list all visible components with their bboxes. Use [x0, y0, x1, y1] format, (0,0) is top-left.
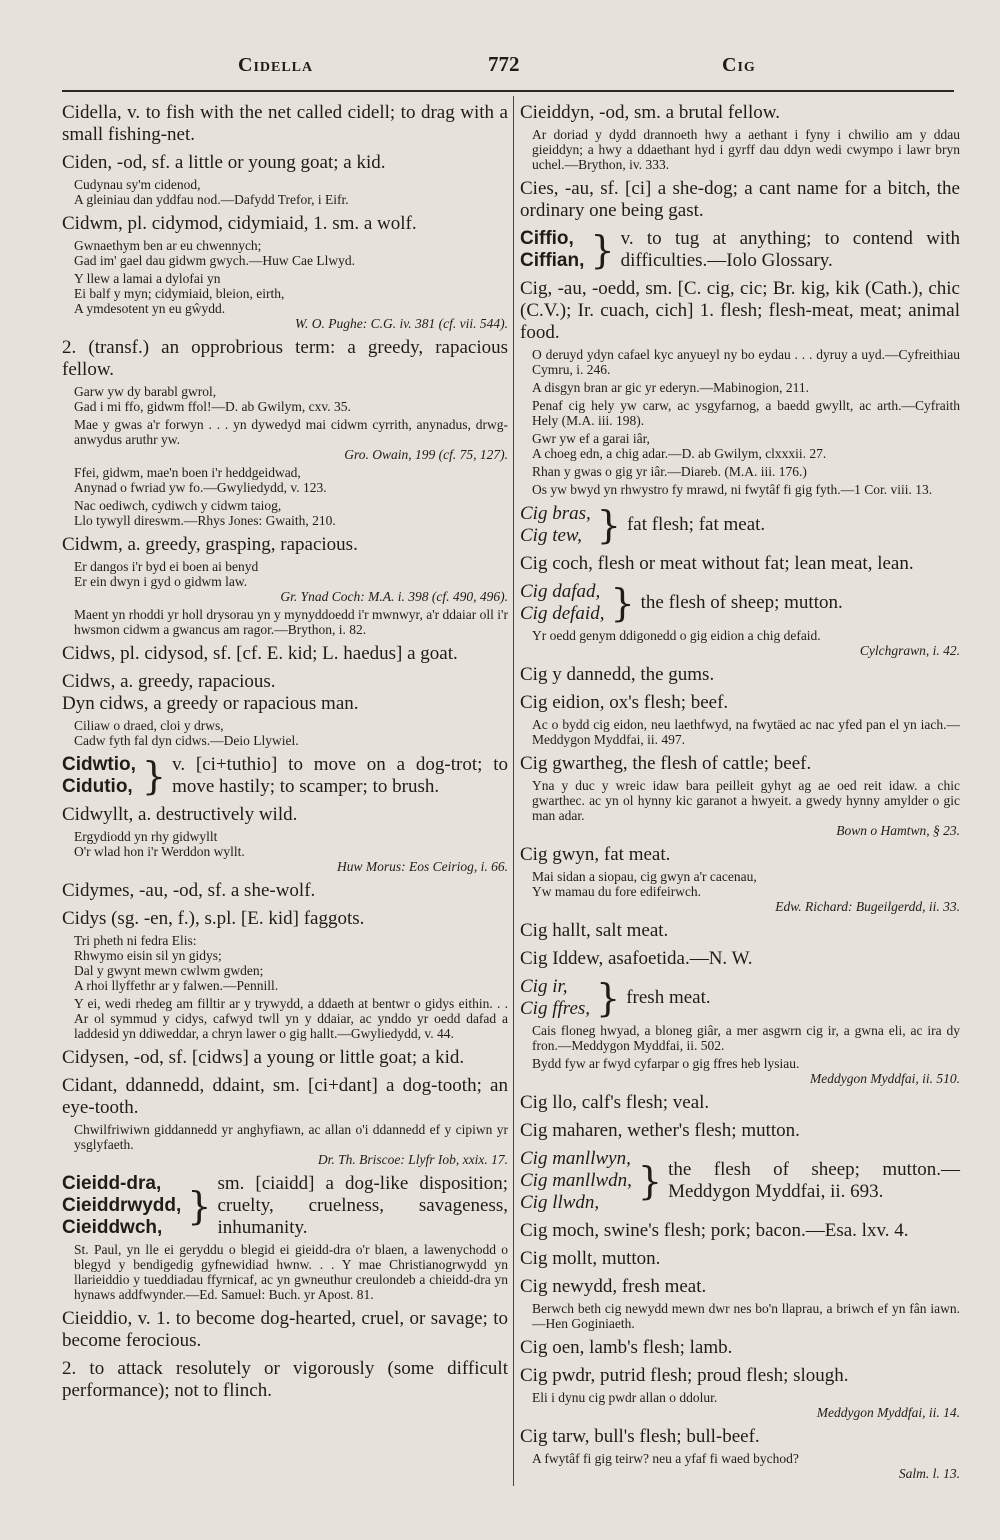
- quote-line: Gwnaethym ben ar eu chwennych;: [74, 238, 262, 253]
- quote-line: Ffei, gidwm, mae'n boen i'r heddgeidwad,: [74, 465, 301, 480]
- quotation: [74, 238, 508, 268]
- quotation: [532, 482, 960, 497]
- quote-source: Salm. l. 13.: [898, 1466, 960, 1481]
- definition: the flesh of sheep; mutton.—Meddygon Myddfai, ii. 693.: [668, 1159, 960, 1202]
- header-left-word: Cidella: [238, 54, 314, 76]
- quotation: [532, 778, 960, 823]
- definition: Cieiddyn, -od, sm. a brutal fellow.: [520, 102, 780, 123]
- quote-line: Cais floneg hwyad, a bloneg giâr, a mer asgwrn cig ir, a gwna eli, ac ira dy fron.—Meddygon Myddfai, ii. 502.: [532, 1023, 960, 1053]
- brace-glyph: }: [610, 581, 635, 625]
- entry-ciden: [62, 152, 508, 207]
- definition: v. to tug at anything; to contend with difficulties.—Iolo Glossary.: [620, 228, 960, 271]
- entry-cig-gwyn: [520, 844, 960, 914]
- entry-cidws-a: [62, 671, 508, 748]
- entry-cig-ir: [520, 976, 960, 1086]
- definition: Cig oen, lamb's flesh; lamb.: [520, 1337, 733, 1358]
- headword: Cieiddrwydd,: [62, 1195, 182, 1216]
- quote-line: A choeg edn, a chig adar.—D. ab Gwilym, clxxxii. 27.: [532, 446, 827, 461]
- definition: Cidwm, a. greedy, grasping, rapacious.: [62, 534, 358, 555]
- definition: Cig, -au, -oedd, sm. [C. cig, cic; Br. kig, kik (Cath.), chic (C.V.); Ir. cuach, cich] 1. flesh; flesh-meat, meat; animal food.: [520, 278, 960, 343]
- quotation: [74, 607, 508, 637]
- quote-source: Edw. Richard: Bugeilgerdd, ii. 33.: [775, 899, 960, 914]
- definition: 2. (transf.) an opprobrious term: a greedy, rapacious fellow.: [62, 337, 508, 380]
- quote-line: Gad i mi ffo, gidwm ffol!—D. ab Gwilym, cxv. 35.: [74, 399, 351, 414]
- definition: Cig gwyn, fat meat.: [520, 844, 671, 865]
- entry-cidwyllt: [62, 804, 508, 874]
- headword: Cig llwdn,: [520, 1192, 600, 1213]
- quotation: [532, 1023, 960, 1053]
- entry-ciffio: [520, 228, 960, 272]
- definition: Cidws, pl. cidysod, sf. [cf. E. kid; L. haedus] a goat.: [62, 643, 458, 664]
- definition: Cig y dannedd, the gums.: [520, 664, 715, 685]
- quote-line: O deruyd ydyn cafael kyc anyueyl ny bo eydau . . . dyruy a uyd.—Cyfreithiau Cymru, i. 246.: [532, 347, 960, 377]
- brace-headwords: [62, 754, 136, 798]
- quotation: [74, 177, 508, 207]
- quote-line: Nac oediwch, cydiwch y cidwm taiog,: [74, 498, 282, 513]
- entry-cig: [520, 278, 960, 497]
- right-column: [520, 102, 960, 1487]
- quote-line: A rhoi llyffethr ar y falwen.—Pennill.: [74, 978, 279, 993]
- quote-line: Berwch beth cig newydd mewn dwr nes bo'n llaprau, a briwch ef yn fân iawn.—Hen Goginiaeth.: [532, 1301, 960, 1331]
- entry-cig-gwartheg: [520, 753, 960, 838]
- quote-source: Huw Morus: Eos Ceiriog, i. 66.: [336, 859, 508, 874]
- brace-group: [520, 228, 960, 272]
- entry-cig-mollt: [520, 1248, 960, 1270]
- quote-line: A disgyn bran ar gic yr ederyn.—Mabinogion, 211.: [532, 380, 809, 395]
- quote-line: Y llew a lamai a dylofai yn: [74, 271, 221, 286]
- definition: v. [ci+tuthio] to move on a dog-trot; to move hastily; to scamper; to brush.: [172, 754, 508, 797]
- quote-line: Penaf cig hely yw carw, ac ysgyfarnog, a baedd gwyllt, ac arth.—Cyfraith Hely (M.A. iii. 198).: [532, 398, 960, 428]
- brace-group: [62, 1173, 508, 1239]
- quote-line: Yr oedd genym ddigonedd o gig eidion a chig defaid.: [532, 628, 821, 643]
- headword: Cig defaid,: [520, 603, 605, 624]
- definition: fresh meat.: [626, 987, 711, 1008]
- quote-line: Anynad o fwriad yw fo.—Gwyliedydd, v. 123.: [74, 480, 327, 495]
- brace-glyph: }: [596, 503, 621, 547]
- quote-line: Chwilfriwiwn giddannedd yr anghyfiawn, ac allan o'i ddannedd ef y cipiwn yr ysglyfaeth.: [74, 1122, 508, 1152]
- definition: Cig pwdr, putrid flesh; proud flesh; slough.: [520, 1365, 849, 1386]
- header-rule: [62, 90, 954, 92]
- headword: Cig dafad,: [520, 581, 601, 602]
- entry-cidymes: [62, 880, 508, 902]
- entry-cig-llo: [520, 1092, 960, 1114]
- entry-cig-dannedd: [520, 664, 960, 686]
- definition: Cig gwartheg, the flesh of cattle; beef.: [520, 753, 812, 774]
- headword: Cig ffres,: [520, 998, 591, 1019]
- quote-line: Llo tywyll direswm.—Rhys Jones: Gwaith, 210.: [74, 513, 336, 528]
- entry-cidella: [62, 102, 508, 146]
- entry-cig-manllwyn: [520, 1148, 960, 1214]
- brace-group: [520, 976, 960, 1020]
- definition: Cig Iddew, asafoetida.—N. W.: [520, 948, 753, 969]
- entry-cieiddio2: [62, 1358, 508, 1402]
- entry-cig-dafad: [520, 581, 960, 658]
- headword: Cidwtio,: [62, 754, 136, 775]
- quotation: [74, 417, 508, 447]
- quotation: [74, 718, 508, 748]
- definition: 2. to attack resolutely or vigorously (some difficult performance); not to flinch.: [62, 1358, 508, 1401]
- entry-cig-moch: [520, 1220, 960, 1242]
- quotation: [74, 465, 508, 495]
- quotation: [532, 1301, 960, 1331]
- headword: Cig tew,: [520, 525, 582, 546]
- definition: Cieiddio, v. 1. to become dog-hearted, cruel, or savage; to become ferocious.: [62, 1308, 508, 1351]
- brace-glyph: }: [590, 228, 615, 272]
- quotation: [532, 1390, 960, 1405]
- entry-cig-hallt: [520, 920, 960, 942]
- brace-glyph: }: [637, 1159, 663, 1203]
- brace-group: [62, 754, 508, 798]
- headword: Cidutio,: [62, 776, 133, 797]
- quote-source: Meddygon Myddfai, ii. 14.: [816, 1405, 960, 1420]
- brace-headwords: [520, 1148, 632, 1214]
- quotation: [74, 933, 508, 993]
- definition: Cig newydd, fresh meat.: [520, 1276, 707, 1297]
- quotation: [532, 431, 960, 461]
- entry-cig-iddew: [520, 948, 960, 970]
- quote-source: Bown o Hamtwn, § 23.: [836, 823, 960, 838]
- brace-headwords: [520, 581, 604, 625]
- quotation: [532, 380, 960, 395]
- definition: Cidwyllt, a. destructively wild.: [62, 804, 298, 825]
- quotation: [74, 1122, 508, 1152]
- quote-line: Er ein dwyn i gyd o gidwm law.: [74, 574, 248, 589]
- brace-headwords: [520, 976, 590, 1020]
- entry-cig-coch: [520, 553, 960, 575]
- definition: Cidwm, pl. cidymod, cidymiaid, 1. sm. a wolf.: [62, 213, 417, 234]
- entry-cidwm-a: [62, 534, 508, 637]
- quote-source: W. O. Pughe: C.G. iv. 381 (cf. vii. 544).: [295, 316, 508, 331]
- quotation: [532, 398, 960, 428]
- entry-cig-oen: [520, 1337, 960, 1359]
- quotation: [532, 127, 960, 172]
- quote-line: O'r wlad hon i'r Werddon wyllt.: [74, 844, 245, 859]
- definition: Cig mollt, mutton.: [520, 1248, 661, 1269]
- definition: Cidysen, -od, sf. [cidws] a young or little goat; a kid.: [62, 1047, 465, 1068]
- definition: sm. [ciaidd] a dog-like disposition; cruelty, cruelness, savageness, inhumanity.: [217, 1173, 508, 1238]
- entry-cig-tarw: [520, 1426, 960, 1481]
- quotation: [74, 1242, 508, 1302]
- quote-line: A fwytâf fi gig teirw? neu a yfaf fi waed bychod?: [532, 1451, 799, 1466]
- entry-cidwm: [62, 213, 508, 331]
- quote-line: Cudynau sy'm cidenod,: [74, 177, 201, 192]
- definition: fat flesh; fat meat.: [626, 514, 766, 535]
- quote-line: Gwr yw ef a garai iâr,: [532, 431, 650, 446]
- left-column: [62, 102, 508, 1408]
- quote-line: Bydd fyw ar fwyd cyfarpar o gig ffres heb lysiau.: [532, 1056, 800, 1071]
- quote-line: Yw mamau du fore edifeirwch.: [532, 884, 702, 899]
- definition: the flesh of sheep; mutton.: [640, 592, 843, 613]
- brace-glyph: }: [141, 754, 167, 798]
- headword: Cig manllwdn,: [520, 1170, 632, 1191]
- brace-headwords: [520, 228, 584, 272]
- entry-cidwtio: [62, 754, 508, 798]
- headword: Ciffio,: [520, 228, 574, 249]
- entry-cidysen: [62, 1047, 508, 1069]
- header-right-word: Cig: [722, 54, 756, 76]
- quote-line: St. Paul, yn lle ei geryddu o blegid ei gieidd-dra o'r blaen, a lawenychodd o blegyd y bendigedig gyfnewidiad hwnw. . . Y mae Christianogrwydd yn llarieiddio y tueddiadau ffyrnicaf, ac yn gwneuthur creulondeb a chieidd-dra yn hynaws addfwynder.—Ed. Samuel: Buch. yr Apost. 81.: [74, 1242, 508, 1302]
- entry-cieidd: [62, 1173, 508, 1302]
- entry-cig-newydd: [520, 1276, 960, 1331]
- headword: Cig manllwyn,: [520, 1148, 631, 1169]
- column-divider: [513, 96, 514, 1486]
- headword: Cieiddwch,: [62, 1217, 163, 1238]
- quotation: [532, 717, 960, 747]
- headword: Ciffian,: [520, 250, 585, 271]
- brace-headwords: [520, 503, 591, 547]
- quote-line: A ymdesotent yn eu gŵydd.: [74, 301, 226, 316]
- definition: Cig tarw, bull's flesh; bull-beef.: [520, 1426, 760, 1447]
- quotation: [532, 347, 960, 377]
- quotation: [532, 464, 960, 479]
- definition: Cig llo, calf's flesh; veal.: [520, 1092, 710, 1113]
- quote-line: Ciliaw o draed, cloi y drws,: [74, 718, 224, 733]
- entry-cidant: [62, 1075, 508, 1167]
- quote-line: Cadw fyth fal dyn cidws.—Deio Llywiel.: [74, 733, 299, 748]
- quote-line: Dal y gwynt mewn cwlwm gwden;: [74, 963, 264, 978]
- quote-source: Gro. Owain, 199 (cf. 75, 127).: [344, 447, 508, 462]
- quote-line: Ac o bydd cig eidon, neu laethfwyd, na fwytäed ac nac yfed pan el yn iach.—Meddygon Myddfai, ii. 497.: [532, 717, 960, 747]
- definition: Cig hallt, salt meat.: [520, 920, 669, 941]
- quote-line: Gad im' gael dau gidwm gwych.—Huw Cae Llwyd.: [74, 253, 356, 268]
- definition: Cig eidion, ox's flesh; beef.: [520, 692, 729, 713]
- quotation: [74, 271, 508, 316]
- quote-source: Gr. Ynad Coch: M.A. i. 398 (cf. 490, 496).: [280, 589, 508, 604]
- page-number: 772: [488, 52, 520, 76]
- quote-line: Ei balf y myn; cidymiaid, bleion, eirth,: [74, 286, 285, 301]
- quote-line: Yna y duc y wreic idaw bara peilleit gyhyt ag ae oed reit idaw. a chic gwarthec. ac yn ol hynny kic garanot a hwyeit. a gwedy hynny amylder o gic man adar.: [532, 778, 960, 823]
- definition: Cig maharen, wether's flesh; mutton.: [520, 1120, 800, 1141]
- quote-line: Ergydiodd yn rhy gidwyllt: [74, 829, 218, 844]
- definition: Ciden, -od, sf. a little or young goat; a kid.: [62, 152, 386, 173]
- quotation: [532, 869, 960, 899]
- quotation: [532, 1056, 960, 1071]
- brace-headwords: [62, 1173, 181, 1239]
- quotation: [74, 384, 508, 414]
- definition: Cidys (sg. -en, f.), s.pl. [E. kid] faggots.: [62, 908, 365, 929]
- quote-line: Y ei, wedi rhedeg am filltir ar y trywydd, a ddaeth at bentwr o gidys eithin. . . Ar ol symmud y cidys, cafwyd twll yn y ddaiar, ac ynddo yr oedd dafad a laddesid yn ddiweddar, a chryn lawer o gig hallt.—Gwyliedydd, v. 44.: [74, 996, 508, 1041]
- brace-group: [520, 503, 960, 547]
- quote-line: Eli i dynu cig pwdr allan o ddolur.: [532, 1390, 718, 1405]
- entry-cig-maharen: [520, 1120, 960, 1142]
- brace-glyph: }: [596, 976, 621, 1020]
- quote-line: Rhwymo eisin sil yn gidys;: [74, 948, 222, 963]
- quote-line: Er dangos i'r byd ei boen ai benyd: [74, 559, 259, 574]
- headword: Cieidd-dra,: [62, 1173, 162, 1194]
- quotation: [74, 996, 508, 1041]
- headword: Cig bras,: [520, 503, 591, 524]
- entry-cidws: [62, 643, 508, 665]
- entry-cieiddio: [62, 1308, 508, 1352]
- quote-line: Mai sidan a siopau, cig gwyn a'r cacenau,: [532, 869, 757, 884]
- definition: Cidws, a. greedy, rapacious.: [62, 671, 276, 692]
- quotation: [532, 628, 960, 643]
- entry-cig-eidion: [520, 692, 960, 747]
- definition: Cidymes, -au, -od, sf. a she-wolf.: [62, 880, 316, 901]
- entry-cieiddyn: [520, 102, 960, 172]
- brace-glyph: }: [187, 1184, 212, 1228]
- definition: Cig moch, swine's flesh; pork; bacon.—Esa. lxv. 4.: [520, 1220, 909, 1241]
- quote-line: Rhan y gwas o gig yr iâr.—Diareb. (M.A. iii. 176.): [532, 464, 807, 479]
- quotation: [74, 559, 508, 589]
- brace-group: [520, 1148, 960, 1214]
- quote-source: Cylchgrawn, i. 42.: [859, 643, 960, 658]
- quotation: [532, 1451, 960, 1466]
- quote-line: Mae y gwas a'r forwyn . . . yn dywedyd mai cidwm cyrrith, anynadus, drwg-anwydus aruthr yw.: [74, 417, 508, 447]
- entry-cig-bras: [520, 503, 960, 547]
- sub-definition: Dyn cidws, a greedy or rapacious man.: [62, 693, 359, 714]
- quote-line: Os yw bwyd yn rhwystro fy mrawd, ni fwytâf fi gig fyth.—1 Cor. viii. 13.: [532, 482, 933, 497]
- quote-source: Meddygon Myddfai, ii. 510.: [810, 1071, 960, 1086]
- running-header: [0, 48, 1000, 78]
- definition: Cig coch, flesh or meat without fat; lean meat, lean.: [520, 553, 914, 574]
- brace-group: [520, 581, 960, 625]
- definition: Cidant, ddannedd, ddaint, sm. [ci+dant] a dog-tooth; an eye-tooth.: [62, 1075, 508, 1118]
- quote-line: Tri pheth ni fedra Elis:: [74, 933, 197, 948]
- quote-line: Ar doriad y dydd drannoeth hwy a aethant i fyny i chwilio am y ddau gieiddyn; a hwy a ddaethant hyd i gyrff dau ddyn wedi cwympo i lawr bryn uchel.—Brython, iv. 333.: [532, 127, 960, 172]
- quote-source: Dr. Th. Briscoe: Llyfr Iob, xxix. 17.: [317, 1152, 508, 1167]
- quotation: [74, 829, 508, 859]
- definition: Cies, -au, sf. [ci] a she-dog; a cant name for a bitch, the ordinary one being gast.: [520, 178, 960, 221]
- entry-cies: [520, 178, 960, 222]
- entry-cidys: [62, 908, 508, 1041]
- quote-line: Maent yn rhoddi yr holl drysorau yn y mynyddoedd i'r mwnwyr, a'r ddaiar oll i'r hwsmon cidwm a gwancus am ragor.—Brython, i. 82.: [74, 607, 508, 637]
- definition: Cidella, v. to fish with the net called cidell; to drag with a small fishing-net.: [62, 102, 508, 145]
- entry-cidwm2: [62, 337, 508, 528]
- quote-line: Garw yw dy barabl gwrol,: [74, 384, 217, 399]
- entry-cig-pwdr: [520, 1365, 960, 1420]
- quote-line: A gleiniau dan yddfau nod.—Dafydd Trefor, i Eifr.: [74, 192, 349, 207]
- quotation: [74, 498, 508, 528]
- headword: Cig ir,: [520, 976, 568, 997]
